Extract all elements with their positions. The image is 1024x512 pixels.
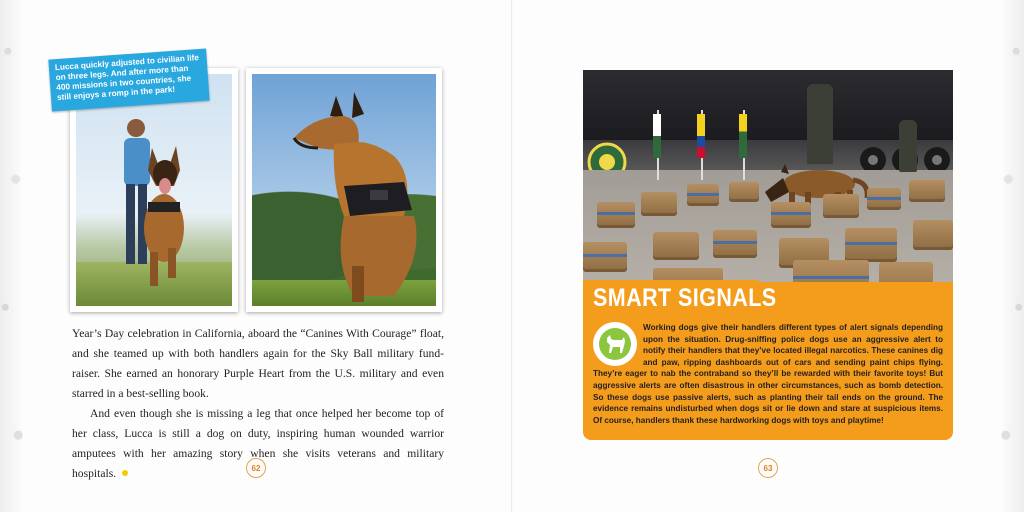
truck-trailer (583, 70, 953, 140)
page-edge-texture-left (0, 0, 26, 512)
body-paragraph-1: Year’s Day celebration in California, aboard the “Canines With Courage” float, and she teamed up with both handlers again for the Sky Ball military fund-raiser. She earned an honorary Purple Heart from the U.S. military and even starred in a best-selling book. (72, 327, 444, 400)
package (687, 184, 719, 206)
package (913, 220, 953, 250)
flag (739, 114, 747, 158)
package (771, 202, 811, 228)
photo-lucca-sitting (246, 68, 442, 312)
photo-caption: Lucca quickly adjusted to civilian life on three legs. And after more than 400 missions in two countries, she still enjoys a romp in the park! (48, 49, 209, 112)
package (845, 228, 897, 262)
package (867, 188, 901, 210)
soldier (899, 120, 917, 172)
end-of-story-dot-icon (122, 470, 128, 476)
package (713, 230, 757, 258)
page-number-right: 63 (758, 458, 778, 478)
page-number-left: 62 (246, 458, 266, 478)
package (641, 192, 677, 216)
body-paragraph-2-text: And even though she is missing a leg that once helped her become top of her class, Lucca is still a dog on duty, inspiring human wounded warrior amputees with her amazing story when she visits veterans and military hospitals. (72, 407, 444, 480)
flag-colombia (697, 114, 705, 158)
book-gutter (511, 0, 513, 512)
package (729, 182, 759, 202)
page-edge-texture-right (998, 0, 1024, 512)
dog-lucca-running (130, 140, 200, 290)
sidebar-body: Working dogs give their handlers different types of alert signals depending upon the situation. Drug-sniffing police dogs use an aggressive alert to notify their handlers that they’ve located illegal narcotics. These canines dig and paw, ripping dashboards out of cars and sending paint chips flying. They’re eager to nab the contraband so they’ll be rewarded with their favorite toys! But aggressive alerts are often disastrous in other circumstances, such as bomb detection. So these dogs use passive alerts, such as planting their tail ends on the ground. The evidence remains undisturbed when dogs sit or lie down and stare at suspicious items. Of course, handlers thank these hardworking dogs with toys and playtime! (593, 323, 943, 425)
sidebar-title: SMART SIGNALS (593, 284, 777, 312)
sidebar-text (593, 322, 943, 426)
flag (653, 114, 661, 158)
package (653, 232, 699, 260)
package (583, 242, 627, 272)
package (597, 202, 635, 228)
package (909, 180, 945, 202)
photo-drug-dog-inspection (583, 70, 953, 302)
dog-lucca-sitting (274, 86, 436, 306)
package (823, 194, 859, 218)
soldier-handler (807, 84, 833, 164)
